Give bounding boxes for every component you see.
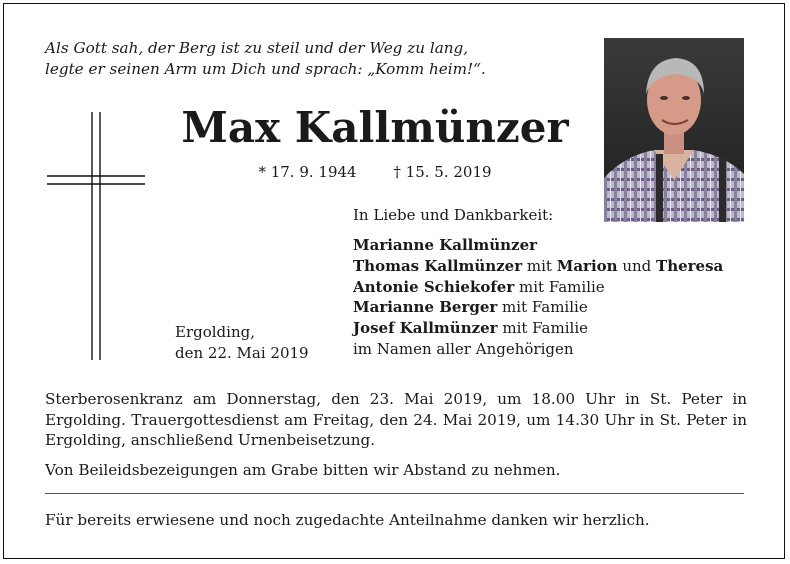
mourners-list xyxy=(353,235,723,360)
thanks-intro: In Liebe und Dankbarkeit: xyxy=(353,206,554,224)
mourner-text: im Namen aller Angehörigen xyxy=(353,339,574,358)
mourner-name: Josef Kallmünzer xyxy=(353,319,498,338)
condolence-notice: Von Beileidsbezeigungen am Grabe bitten wir Abstand zu nehmen. xyxy=(45,461,561,479)
life-dates xyxy=(140,163,610,181)
funeral-notice: Sterberosenkranz am Donnerstag, den 23. Mai 2019, um 18.00 Uhr in St. Peter in Ergolding. Trauergottesdienst am Freitag, den 24. Mai 2019, um 14.30 Uhr in St. Peter in Ergolding, anschließend Urnenbeisetzung. xyxy=(45,390,747,450)
mourner-line xyxy=(353,277,723,298)
date: den 22. Mai 2019 xyxy=(175,344,309,362)
portrait-illustration xyxy=(604,38,744,222)
mourner-text: mit Familie xyxy=(497,319,588,338)
birth-date: * 17. 9. 1944 xyxy=(258,163,357,181)
closing-thanks: Für bereits erwiesene und noch zugedachte Anteilnahme danken wir herzlich. xyxy=(45,511,650,529)
mourner-text: mit Familie xyxy=(514,277,605,296)
mourner-name: Marion xyxy=(556,256,618,275)
mourner-line xyxy=(353,256,723,277)
portrait-photo xyxy=(604,38,744,222)
place: Ergolding, xyxy=(175,323,255,341)
mourner-name: Marianne Kallmünzer xyxy=(353,236,538,254)
motto xyxy=(45,38,486,80)
mourner-name: Theresa xyxy=(656,256,724,275)
motto-line-2: legte er seinen Arm um Dich und sprach: „Komm heim!“. xyxy=(45,60,486,78)
mourner-line xyxy=(353,339,723,360)
mourner-text: mit Familie xyxy=(497,298,588,317)
mourner-text: mit xyxy=(522,256,557,275)
mourner-line xyxy=(353,297,723,318)
death-date: † 15. 5. 2019 xyxy=(393,163,492,181)
cross-icon xyxy=(45,110,147,362)
place-date xyxy=(175,322,309,364)
mourner-name: Thomas Kallmünzer xyxy=(353,256,523,275)
divider xyxy=(45,493,744,494)
motto-line-1: Als Gott sah, der Berg ist zu steil und der Weg zu lang, xyxy=(45,39,469,57)
mourner-name: Antonie Schiekofer xyxy=(353,277,515,296)
mourner-line xyxy=(353,235,723,256)
mourner-name: Marianne Berger xyxy=(353,298,498,317)
mourner-text: und xyxy=(617,256,657,275)
mourner-line xyxy=(353,318,723,339)
deceased-name: Max Kallmünzer xyxy=(181,103,569,152)
